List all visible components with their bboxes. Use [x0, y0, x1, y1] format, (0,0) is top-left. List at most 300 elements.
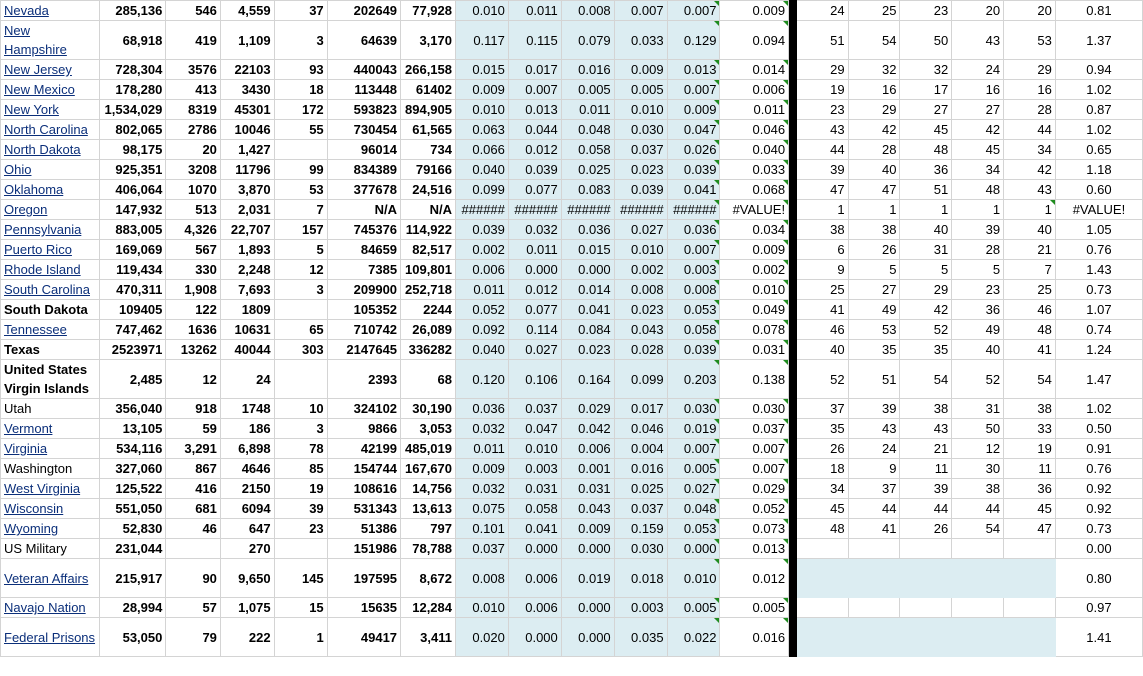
cell-c3[interactable]: 22,707 — [220, 220, 274, 240]
cell-c3[interactable]: 45301 — [220, 100, 274, 120]
cell-r3[interactable]: 39 — [900, 479, 952, 499]
cell-r4[interactable] — [952, 598, 1004, 618]
cell-r1[interactable] — [796, 618, 848, 657]
cell-c3[interactable]: 4646 — [220, 459, 274, 479]
cell-c18[interactable]: 1.05 — [1055, 220, 1142, 240]
cell-c12[interactable]: 0.040 — [720, 140, 789, 160]
cell-r3[interactable]: 38 — [900, 399, 952, 419]
state-name-cell[interactable]: Wyoming — [1, 519, 100, 539]
cell-c9[interactable]: 0.079 — [561, 21, 614, 60]
state-name-cell[interactable]: Washington — [1, 459, 100, 479]
cell-c7[interactable]: 0.092 — [456, 320, 509, 340]
cell-c2[interactable]: 416 — [166, 479, 221, 499]
state-name-cell[interactable]: Rhode Island — [1, 260, 100, 280]
cell-r4[interactable]: 50 — [952, 419, 1004, 439]
cell-r1[interactable]: 1 — [796, 200, 848, 220]
cell-r3[interactable]: 17 — [900, 80, 952, 100]
state-name-cell[interactable]: West Virginia — [1, 479, 100, 499]
cell-c5[interactable]: 745376 — [327, 220, 400, 240]
cell-r3[interactable] — [900, 559, 952, 598]
cell-c18[interactable]: 0.81 — [1055, 1, 1142, 21]
cell-c2[interactable]: 1,908 — [166, 280, 221, 300]
cell-r1[interactable]: 52 — [796, 360, 848, 399]
cell-r1[interactable]: 26 — [796, 439, 848, 459]
cell-r5[interactable]: 43 — [1004, 180, 1056, 200]
cell-c11[interactable]: ###### — [667, 200, 720, 220]
cell-r4[interactable]: 54 — [952, 519, 1004, 539]
cell-r5[interactable]: 34 — [1004, 140, 1056, 160]
cell-c2[interactable]: 3576 — [166, 60, 221, 80]
cell-r2[interactable]: 24 — [848, 439, 900, 459]
cell-c3[interactable]: 6,898 — [220, 439, 274, 459]
cell-c7[interactable]: 0.008 — [456, 559, 509, 598]
cell-r4[interactable]: 28 — [952, 240, 1004, 260]
cell-c5[interactable]: 710742 — [327, 320, 400, 340]
cell-c5[interactable]: 324102 — [327, 399, 400, 419]
cell-r3[interactable]: 1 — [900, 200, 952, 220]
cell-c4[interactable]: 3 — [274, 280, 327, 300]
cell-c12[interactable]: 0.073 — [720, 519, 789, 539]
cell-r3[interactable]: 5 — [900, 260, 952, 280]
cell-c4[interactable]: 3 — [274, 419, 327, 439]
cell-r5[interactable]: 47 — [1004, 519, 1056, 539]
cell-c8[interactable]: 0.047 — [508, 419, 561, 439]
cell-c10[interactable]: 0.017 — [614, 399, 667, 419]
cell-c12[interactable]: 0.013 — [720, 539, 789, 559]
cell-c5[interactable]: 105352 — [327, 300, 400, 320]
cell-c8[interactable]: 0.000 — [508, 539, 561, 559]
cell-c9[interactable]: 0.006 — [561, 439, 614, 459]
cell-r2[interactable]: 49 — [848, 300, 900, 320]
cell-c18[interactable]: 0.92 — [1055, 499, 1142, 519]
cell-r2[interactable]: 25 — [848, 1, 900, 21]
cell-r3[interactable]: 36 — [900, 160, 952, 180]
state-name-cell[interactable]: New Mexico — [1, 80, 100, 100]
cell-c3[interactable]: 647 — [220, 519, 274, 539]
cell-c11[interactable]: 0.009 — [667, 100, 720, 120]
cell-c11[interactable]: 0.007 — [667, 80, 720, 100]
cell-r1[interactable]: 9 — [796, 260, 848, 280]
cell-c6[interactable]: 61,565 — [401, 120, 456, 140]
cell-c12[interactable]: 0.012 — [720, 559, 789, 598]
cell-r2[interactable]: 54 — [848, 21, 900, 60]
cell-c2[interactable]: 12 — [166, 360, 221, 399]
cell-c11[interactable]: 0.022 — [667, 618, 720, 657]
cell-r1[interactable]: 48 — [796, 519, 848, 539]
cell-c18[interactable]: 1.47 — [1055, 360, 1142, 399]
cell-r3[interactable]: 35 — [900, 340, 952, 360]
cell-r1[interactable]: 46 — [796, 320, 848, 340]
cell-c7[interactable]: 0.032 — [456, 479, 509, 499]
cell-c10[interactable]: 0.099 — [614, 360, 667, 399]
cell-c12[interactable]: 0.034 — [720, 220, 789, 240]
cell-c4[interactable]: 157 — [274, 220, 327, 240]
cell-c4[interactable]: 37 — [274, 1, 327, 21]
cell-r5[interactable] — [1004, 539, 1056, 559]
cell-c11[interactable]: 0.030 — [667, 399, 720, 419]
cell-c12[interactable]: 0.049 — [720, 300, 789, 320]
state-name-cell[interactable]: New Hampshire — [1, 21, 100, 60]
cell-c6[interactable]: 68 — [401, 360, 456, 399]
cell-c18[interactable]: 0.91 — [1055, 439, 1142, 459]
cell-r2[interactable]: 53 — [848, 320, 900, 340]
cell-c9[interactable]: 0.001 — [561, 459, 614, 479]
cell-c18[interactable]: 0.73 — [1055, 519, 1142, 539]
cell-c5[interactable]: 197595 — [327, 559, 400, 598]
cell-r3[interactable]: 23 — [900, 1, 952, 21]
cell-c4[interactable] — [274, 140, 327, 160]
cell-c1[interactable]: 109405 — [100, 300, 166, 320]
cell-c10[interactable]: 0.037 — [614, 499, 667, 519]
cell-c6[interactable]: 82,517 — [401, 240, 456, 260]
cell-r4[interactable]: 42 — [952, 120, 1004, 140]
cell-r5[interactable]: 38 — [1004, 399, 1056, 419]
cell-r3[interactable]: 51 — [900, 180, 952, 200]
cell-r4[interactable] — [952, 559, 1004, 598]
cell-c11[interactable]: 0.005 — [667, 459, 720, 479]
state-name-cell[interactable]: Tennessee — [1, 320, 100, 340]
cell-c8[interactable]: 0.037 — [508, 399, 561, 419]
cell-c3[interactable]: 1,893 — [220, 240, 274, 260]
cell-c7[interactable]: 0.052 — [456, 300, 509, 320]
cell-c9[interactable]: 0.014 — [561, 280, 614, 300]
cell-c12[interactable]: 0.138 — [720, 360, 789, 399]
state-name-cell[interactable]: North Dakota — [1, 140, 100, 160]
cell-c6[interactable]: 30,190 — [401, 399, 456, 419]
cell-c4[interactable]: 145 — [274, 559, 327, 598]
cell-c5[interactable]: 64639 — [327, 21, 400, 60]
cell-r5[interactable]: 20 — [1004, 1, 1056, 21]
cell-r2[interactable]: 32 — [848, 60, 900, 80]
cell-r3[interactable]: 11 — [900, 459, 952, 479]
cell-r3[interactable]: 26 — [900, 519, 952, 539]
cell-r5[interactable]: 40 — [1004, 220, 1056, 240]
cell-c12[interactable]: 0.009 — [720, 1, 789, 21]
cell-r4[interactable]: 43 — [952, 21, 1004, 60]
state-name-cell[interactable]: Veteran Affairs — [1, 559, 100, 598]
cell-c3[interactable]: 7,693 — [220, 280, 274, 300]
cell-c8[interactable]: 0.010 — [508, 439, 561, 459]
state-name-cell[interactable]: South Carolina — [1, 280, 100, 300]
cell-r1[interactable] — [796, 539, 848, 559]
state-name-cell[interactable]: Virginia — [1, 439, 100, 459]
cell-c11[interactable]: 0.048 — [667, 499, 720, 519]
state-name-cell[interactable]: New Jersey — [1, 60, 100, 80]
cell-r5[interactable]: 1 — [1004, 200, 1056, 220]
cell-r1[interactable]: 44 — [796, 140, 848, 160]
cell-r2[interactable] — [848, 618, 900, 657]
cell-c18[interactable]: 0.60 — [1055, 180, 1142, 200]
cell-r2[interactable]: 44 — [848, 499, 900, 519]
cell-c1[interactable]: 1,534,029 — [100, 100, 166, 120]
state-name-cell[interactable]: Puerto Rico — [1, 240, 100, 260]
cell-c3[interactable]: 4,559 — [220, 1, 274, 21]
cell-c5[interactable]: 377678 — [327, 180, 400, 200]
cell-r2[interactable]: 1 — [848, 200, 900, 220]
cell-c12[interactable]: 0.037 — [720, 419, 789, 439]
cell-c2[interactable]: 3,291 — [166, 439, 221, 459]
state-name-cell[interactable]: Oklahoma — [1, 180, 100, 200]
cell-c4[interactable]: 23 — [274, 519, 327, 539]
cell-c10[interactable]: 0.027 — [614, 220, 667, 240]
cell-c1[interactable]: 406,064 — [100, 180, 166, 200]
cell-c18[interactable]: 1.24 — [1055, 340, 1142, 360]
state-name-cell[interactable]: Pennsylvania — [1, 220, 100, 240]
cell-c1[interactable]: 925,351 — [100, 160, 166, 180]
cell-c11[interactable]: 0.019 — [667, 419, 720, 439]
cell-c18[interactable]: 0.65 — [1055, 140, 1142, 160]
cell-c3[interactable]: 1,075 — [220, 598, 274, 618]
cell-r4[interactable]: 20 — [952, 1, 1004, 21]
cell-c9[interactable]: 0.031 — [561, 479, 614, 499]
cell-c4[interactable]: 99 — [274, 160, 327, 180]
cell-c1[interactable]: 68,918 — [100, 21, 166, 60]
cell-c10[interactable]: 0.030 — [614, 539, 667, 559]
cell-c11[interactable]: 0.041 — [667, 180, 720, 200]
cell-c8[interactable]: 0.012 — [508, 140, 561, 160]
cell-c2[interactable]: 546 — [166, 1, 221, 21]
cell-c18[interactable]: 1.41 — [1055, 618, 1142, 657]
cell-r1[interactable]: 43 — [796, 120, 848, 140]
cell-c3[interactable]: 2150 — [220, 479, 274, 499]
cell-c2[interactable]: 1070 — [166, 180, 221, 200]
cell-c18[interactable]: 0.76 — [1055, 240, 1142, 260]
cell-c4[interactable]: 303 — [274, 340, 327, 360]
cell-c5[interactable]: 49417 — [327, 618, 400, 657]
cell-c3[interactable]: 9,650 — [220, 559, 274, 598]
cell-c4[interactable]: 55 — [274, 120, 327, 140]
cell-c9[interactable]: 0.058 — [561, 140, 614, 160]
cell-r5[interactable]: 29 — [1004, 60, 1056, 80]
cell-c5[interactable]: 108616 — [327, 479, 400, 499]
cell-r1[interactable]: 39 — [796, 160, 848, 180]
cell-r5[interactable]: 46 — [1004, 300, 1056, 320]
cell-c8[interactable]: 0.039 — [508, 160, 561, 180]
cell-c10[interactable]: 0.028 — [614, 340, 667, 360]
cell-c2[interactable]: 46 — [166, 519, 221, 539]
cell-r4[interactable]: 52 — [952, 360, 1004, 399]
cell-c10[interactable]: 0.025 — [614, 479, 667, 499]
cell-r2[interactable]: 41 — [848, 519, 900, 539]
cell-r5[interactable]: 45 — [1004, 499, 1056, 519]
cell-c5[interactable]: 593823 — [327, 100, 400, 120]
cell-c1[interactable]: 2523971 — [100, 340, 166, 360]
cell-r2[interactable]: 38 — [848, 220, 900, 240]
cell-r1[interactable]: 37 — [796, 399, 848, 419]
cell-r3[interactable] — [900, 618, 952, 657]
state-name-cell[interactable]: Navajo Nation — [1, 598, 100, 618]
cell-r5[interactable] — [1004, 559, 1056, 598]
state-name-cell[interactable]: US Military — [1, 539, 100, 559]
cell-c3[interactable]: 2,031 — [220, 200, 274, 220]
cell-c7[interactable]: 0.120 — [456, 360, 509, 399]
cell-c11[interactable]: 0.047 — [667, 120, 720, 140]
cell-c10[interactable]: 0.046 — [614, 419, 667, 439]
cell-c9[interactable]: 0.041 — [561, 300, 614, 320]
cell-c10[interactable]: 0.004 — [614, 439, 667, 459]
cell-c4[interactable]: 78 — [274, 439, 327, 459]
state-name-cell[interactable]: Ohio — [1, 160, 100, 180]
cell-c1[interactable]: 98,175 — [100, 140, 166, 160]
cell-c1[interactable]: 802,065 — [100, 120, 166, 140]
cell-r4[interactable]: 40 — [952, 340, 1004, 360]
cell-c2[interactable]: 79 — [166, 618, 221, 657]
cell-c4[interactable]: 53 — [274, 180, 327, 200]
cell-c11[interactable]: 0.039 — [667, 340, 720, 360]
cell-c9[interactable]: 0.043 — [561, 499, 614, 519]
cell-c12[interactable]: 0.078 — [720, 320, 789, 340]
cell-c2[interactable]: 513 — [166, 200, 221, 220]
cell-c9[interactable]: 0.019 — [561, 559, 614, 598]
cell-c2[interactable]: 13262 — [166, 340, 221, 360]
cell-c3[interactable]: 1809 — [220, 300, 274, 320]
cell-c10[interactable]: 0.030 — [614, 120, 667, 140]
cell-r1[interactable]: 23 — [796, 100, 848, 120]
cell-c4[interactable]: 18 — [274, 80, 327, 100]
cell-c9[interactable]: 0.164 — [561, 360, 614, 399]
cell-r3[interactable]: 45 — [900, 120, 952, 140]
cell-r5[interactable] — [1004, 598, 1056, 618]
cell-c1[interactable]: 470,311 — [100, 280, 166, 300]
cell-c12[interactable]: 0.007 — [720, 459, 789, 479]
cell-c11[interactable]: 0.053 — [667, 519, 720, 539]
cell-c8[interactable]: 0.013 — [508, 100, 561, 120]
cell-c5[interactable]: 9866 — [327, 419, 400, 439]
state-name-cell[interactable]: Nevada — [1, 1, 100, 21]
cell-c7[interactable]: 0.009 — [456, 80, 509, 100]
cell-c7[interactable]: 0.010 — [456, 1, 509, 21]
cell-c9[interactable]: 0.015 — [561, 240, 614, 260]
cell-c12[interactable]: #VALUE! — [720, 200, 789, 220]
cell-r3[interactable]: 40 — [900, 220, 952, 240]
cell-c3[interactable]: 222 — [220, 618, 274, 657]
cell-c6[interactable]: 24,516 — [401, 180, 456, 200]
cell-c7[interactable]: 0.063 — [456, 120, 509, 140]
cell-r5[interactable]: 42 — [1004, 160, 1056, 180]
state-name-cell[interactable]: Oregon — [1, 200, 100, 220]
cell-c4[interactable]: 5 — [274, 240, 327, 260]
cell-c5[interactable]: 440043 — [327, 60, 400, 80]
cell-c11[interactable]: 0.000 — [667, 539, 720, 559]
cell-c1[interactable]: 169,069 — [100, 240, 166, 260]
cell-c1[interactable]: 551,050 — [100, 499, 166, 519]
cell-r5[interactable]: 28 — [1004, 100, 1056, 120]
cell-r4[interactable]: 31 — [952, 399, 1004, 419]
cell-c18[interactable]: 0.80 — [1055, 559, 1142, 598]
cell-c1[interactable]: 147,932 — [100, 200, 166, 220]
cell-c2[interactable]: 419 — [166, 21, 221, 60]
cell-c11[interactable]: 0.053 — [667, 300, 720, 320]
cell-c11[interactable]: 0.007 — [667, 1, 720, 21]
cell-c6[interactable]: 266,158 — [401, 60, 456, 80]
cell-c10[interactable]: 0.033 — [614, 21, 667, 60]
cell-c10[interactable]: 0.010 — [614, 100, 667, 120]
cell-c6[interactable]: 3,053 — [401, 419, 456, 439]
cell-r3[interactable] — [900, 539, 952, 559]
cell-r1[interactable]: 38 — [796, 220, 848, 240]
cell-c2[interactable]: 90 — [166, 559, 221, 598]
cell-c3[interactable]: 186 — [220, 419, 274, 439]
cell-c10[interactable]: 0.016 — [614, 459, 667, 479]
cell-r2[interactable]: 16 — [848, 80, 900, 100]
cell-r1[interactable] — [796, 559, 848, 598]
cell-c5[interactable]: 834389 — [327, 160, 400, 180]
cell-c7[interactable]: 0.099 — [456, 180, 509, 200]
state-name-cell[interactable]: Vermont — [1, 419, 100, 439]
cell-c8[interactable]: 0.017 — [508, 60, 561, 80]
cell-c3[interactable]: 1,109 — [220, 21, 274, 60]
state-name-cell[interactable]: South Dakota — [1, 300, 100, 320]
cell-c3[interactable]: 10046 — [220, 120, 274, 140]
cell-c7[interactable]: 0.066 — [456, 140, 509, 160]
cell-r1[interactable] — [796, 598, 848, 618]
cell-c2[interactable]: 567 — [166, 240, 221, 260]
cell-c1[interactable]: 747,462 — [100, 320, 166, 340]
cell-c8[interactable]: 0.007 — [508, 80, 561, 100]
state-name-cell[interactable]: Wisconsin — [1, 499, 100, 519]
cell-c18[interactable]: 1.02 — [1055, 399, 1142, 419]
cell-c9[interactable]: 0.000 — [561, 260, 614, 280]
cell-r5[interactable]: 19 — [1004, 439, 1056, 459]
cell-r1[interactable]: 41 — [796, 300, 848, 320]
cell-c7[interactable]: 0.009 — [456, 459, 509, 479]
cell-r1[interactable]: 6 — [796, 240, 848, 260]
cell-r2[interactable]: 39 — [848, 399, 900, 419]
cell-c6[interactable]: 78,788 — [401, 539, 456, 559]
cell-c8[interactable]: 0.000 — [508, 260, 561, 280]
cell-c18[interactable]: 0.50 — [1055, 419, 1142, 439]
cell-r5[interactable]: 11 — [1004, 459, 1056, 479]
cell-c1[interactable]: 2,485 — [100, 360, 166, 399]
cell-c6[interactable]: 61402 — [401, 80, 456, 100]
cell-r2[interactable]: 43 — [848, 419, 900, 439]
cell-r2[interactable]: 5 — [848, 260, 900, 280]
cell-c3[interactable]: 11796 — [220, 160, 274, 180]
cell-c11[interactable]: 0.007 — [667, 240, 720, 260]
cell-r1[interactable]: 40 — [796, 340, 848, 360]
cell-r5[interactable]: 7 — [1004, 260, 1056, 280]
cell-c10[interactable]: 0.008 — [614, 280, 667, 300]
cell-c7[interactable]: 0.002 — [456, 240, 509, 260]
cell-c2[interactable]: 122 — [166, 300, 221, 320]
cell-c2[interactable]: 59 — [166, 419, 221, 439]
cell-c6[interactable]: 26,089 — [401, 320, 456, 340]
cell-r4[interactable]: 24 — [952, 60, 1004, 80]
cell-r4[interactable]: 16 — [952, 80, 1004, 100]
cell-c12[interactable]: 0.052 — [720, 499, 789, 519]
cell-c5[interactable]: 209900 — [327, 280, 400, 300]
cell-c6[interactable]: 167,670 — [401, 459, 456, 479]
cell-c8[interactable]: 0.044 — [508, 120, 561, 140]
cell-c9[interactable]: ###### — [561, 200, 614, 220]
cell-c18[interactable]: 1.43 — [1055, 260, 1142, 280]
cell-c10[interactable]: 0.007 — [614, 1, 667, 21]
cell-c7[interactable]: 0.040 — [456, 160, 509, 180]
cell-r3[interactable]: 29 — [900, 280, 952, 300]
cell-c11[interactable]: 0.010 — [667, 559, 720, 598]
cell-r1[interactable]: 45 — [796, 499, 848, 519]
cell-c4[interactable]: 7 — [274, 200, 327, 220]
cell-c10[interactable]: 0.002 — [614, 260, 667, 280]
cell-c10[interactable]: 0.023 — [614, 300, 667, 320]
cell-c9[interactable]: 0.011 — [561, 100, 614, 120]
cell-r3[interactable]: 32 — [900, 60, 952, 80]
cell-c8[interactable]: 0.031 — [508, 479, 561, 499]
cell-c10[interactable]: 0.159 — [614, 519, 667, 539]
cell-c1[interactable]: 728,304 — [100, 60, 166, 80]
cell-c1[interactable]: 53,050 — [100, 618, 166, 657]
cell-c11[interactable]: 0.026 — [667, 140, 720, 160]
